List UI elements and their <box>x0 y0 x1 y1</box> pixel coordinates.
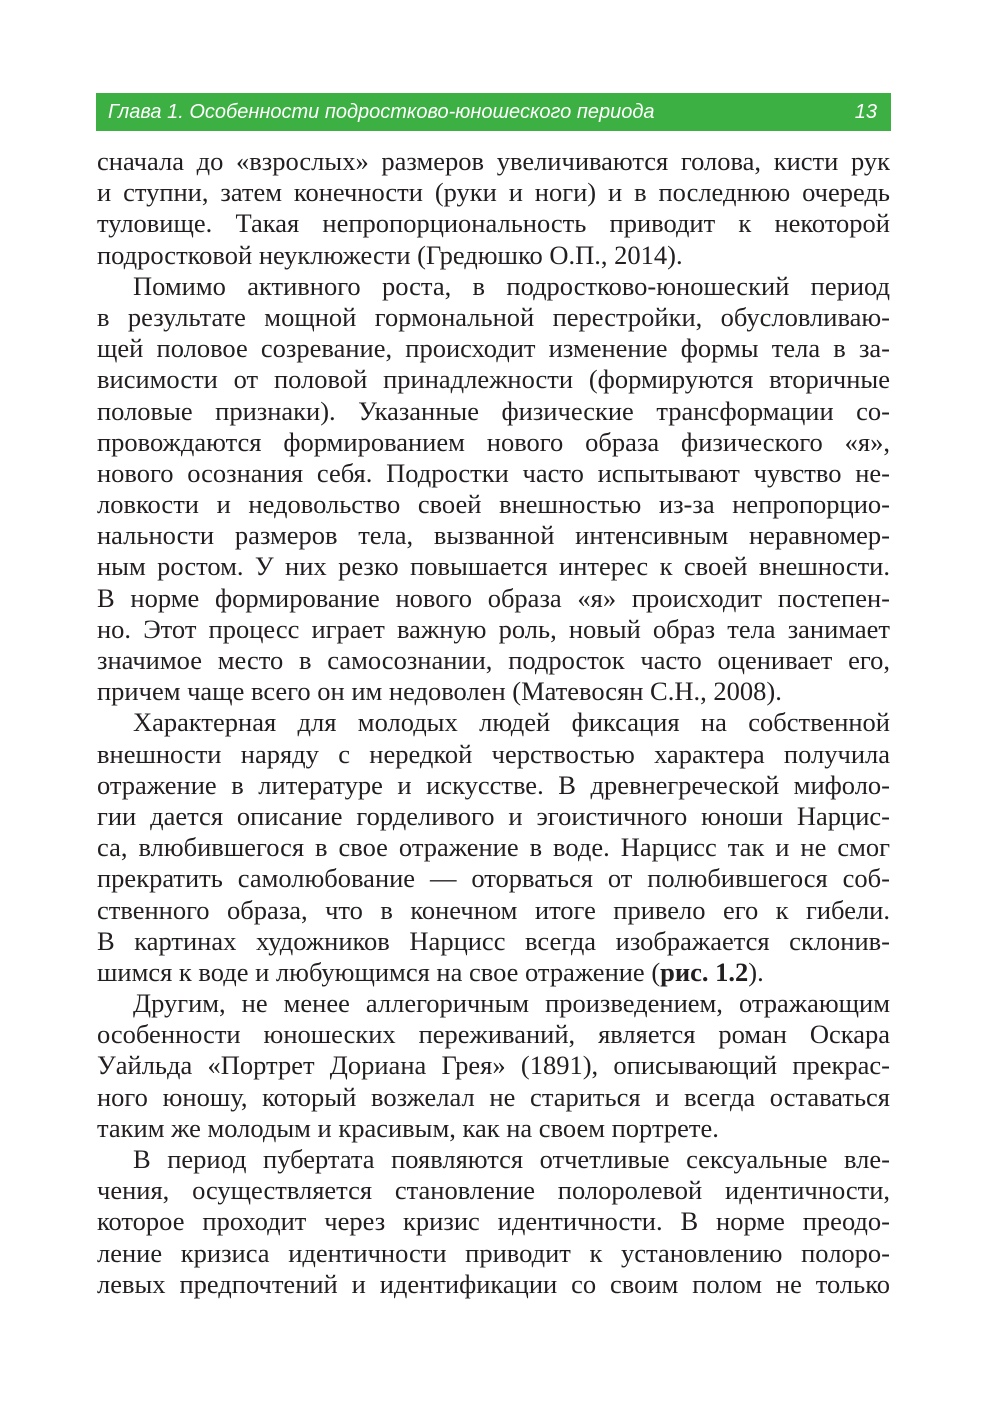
text-line: са, влюбившегося в свое отражение в воде. Нарцисс так и не смог <box>97 832 890 863</box>
paragraph-2 <box>97 271 890 708</box>
text-line: подростковой неуклюжести (Гредюшко О.П., 2014). <box>97 239 683 270</box>
text-line: в результате мощной гормональной перестройки, обусловливаю- <box>97 301 890 332</box>
text-line <box>97 957 890 988</box>
running-header <box>96 93 891 131</box>
chapter-title: Глава 1. Особенности подростково-юношеского периода <box>108 100 655 123</box>
body-text <box>97 146 890 1300</box>
text-line: внешности наряду с нередкой черствостью характера получила <box>97 738 890 769</box>
text-line: отражение в литературе и искусстве. В древнегреческой мифоло- <box>97 769 890 800</box>
text-run: шимся к воде и любующимся на свое отражение ( <box>97 956 661 987</box>
text-line: ловкости и недовольство своей внешностью из-за непропорцио- <box>97 489 890 520</box>
paragraph-3 <box>97 707 890 988</box>
text-line: половые признаки). Указанные физические трансформации со- <box>97 395 890 426</box>
text-line: ным ростом. У них резко повышается интерес к своей внешности. <box>97 551 890 582</box>
text-line: нового осознания себя. Подростки часто испытывают чувство не- <box>97 457 890 488</box>
text-line: которое проходит через кризис идентичности. В норме преодо- <box>97 1206 890 1237</box>
figure-reference: рис. 1.2 <box>660 956 749 987</box>
text-line: нальности размеров тела, вызванной интенсивным неравномер- <box>97 520 890 551</box>
text-line: ственного образа, что в конечном итоге привело его к гибели. <box>97 894 890 925</box>
text-line: гии дается описание горделивого и эгоистичного юноши Нарцис- <box>97 800 890 831</box>
text-line: особенности юношеских переживаний, является роман Оскара <box>97 1019 890 1050</box>
text-line: сначала до «взрослых» размеров увеличиваются голова, кисти рук <box>97 146 890 176</box>
paragraph-1 <box>97 146 890 271</box>
text-line: и ступни, затем конечности (руки и ноги) и в последнюю очередь <box>97 177 890 208</box>
text-line: ного юношу, который возжелал не стариться и всегда оставаться <box>97 1081 890 1112</box>
paragraph-4 <box>97 988 890 1144</box>
page-number: 13 <box>854 100 877 123</box>
text-line: провождаются формированием нового образа физического «я», <box>97 426 890 457</box>
text-line: Помимо активного роста, в подростково-юношеский период <box>133 270 890 301</box>
text-line: Уайльда «Портрет Дориана Грея» (1891), описывающий прекрас- <box>97 1050 890 1081</box>
text-line: туловище. Такая непропорциональность приводит к некоторой <box>97 208 890 239</box>
text-line: В период пубертата появляются отчетливые сексуальные вле- <box>133 1144 890 1174</box>
text-line: чения, осуществляется становление полоролевой идентичности, <box>97 1175 890 1206</box>
text-line: Другим, не менее аллегоричным произведением, отражающим <box>133 988 890 1019</box>
text-line: значимое место в самосознании, подросток часто оценивает его, <box>97 645 890 675</box>
text-line: таким же молодым и красивым, как на своем портрете. <box>97 1112 719 1143</box>
text-line: Характерная для молодых людей фиксация на собственной <box>133 707 890 738</box>
text-line: щей половое созревание, происходит изменение формы тела в за- <box>97 333 890 364</box>
text-run: ). <box>748 956 764 987</box>
text-line: причем чаще всего он им недоволен (Матевосян С.Н., 2008). <box>97 676 782 707</box>
text-line: левых предпочтений и идентификации со своим полом не только <box>97 1268 890 1299</box>
text-line: ление кризиса идентичности приводит к установлению полоро- <box>97 1237 890 1268</box>
text-line: В картинах художников Нарцисс всегда изображается склонив- <box>97 925 890 956</box>
text-line: но. Этот процесс играет важную роль, новый образ тела занимает <box>97 613 890 644</box>
text-line: В норме формирование нового образа «я» происходит постепен- <box>97 582 890 613</box>
paragraph-5 <box>97 1144 890 1300</box>
text-line: висимости от половой принадлежности (формируются вторичные <box>97 364 890 395</box>
text-line: прекратить самолюбование — оторваться от полюбившегося соб- <box>97 863 890 894</box>
